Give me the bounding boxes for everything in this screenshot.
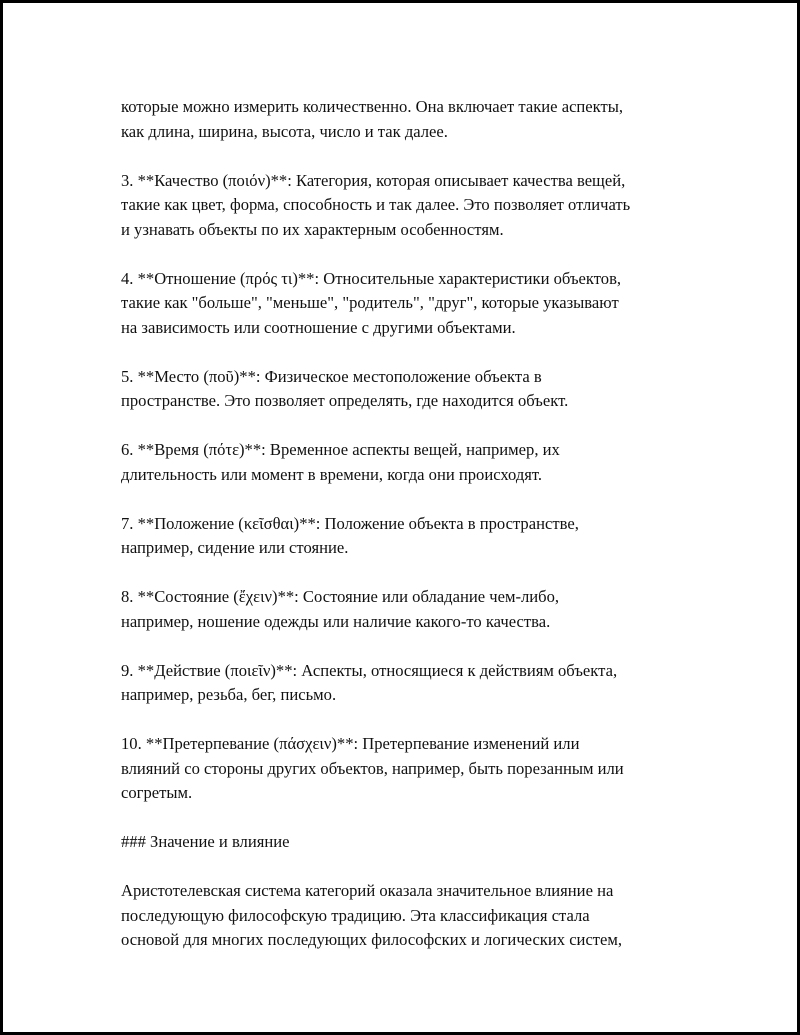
- text-line: например, ношение одежды или наличие какого-то качества.: [121, 611, 551, 631]
- text-line: на зависимость или соотношение с другими объектами.: [121, 317, 516, 337]
- text-line: например, сидение или стояние.: [121, 538, 349, 557]
- paragraph-significance: [121, 879, 696, 953]
- text-line: 10. **Претерпевание (πάσχειν)**: Претерпевание изменений или: [121, 734, 580, 753]
- section-heading-significance: [121, 830, 696, 855]
- paragraph-category-quality: [121, 169, 696, 243]
- paragraph-category-affection: [121, 732, 696, 806]
- text-line: пространстве. Это позволяет определять, где находится объект.: [121, 391, 569, 410]
- page-text-body: [121, 95, 696, 977]
- paragraph-category-relation: [121, 267, 696, 341]
- text-line: такие как "больше", "меньше", "родитель", "друг", которые указывают: [121, 293, 619, 312]
- text-line: Аристотелевская система категорий оказала значительное влияние на: [121, 881, 614, 900]
- text-line: 9. **Действие (ποιεῖν)**: Аспекты, относящиеся к действиям объекта,: [121, 660, 618, 680]
- text-line: как длина, ширина, высота, число и так далее.: [121, 121, 448, 141]
- text-line: 4. **Отношение (πρός τι)**: Относительные характеристики объектов,: [121, 268, 622, 288]
- text-line: и узнавать объекты по их характерным особенностям.: [121, 219, 504, 239]
- paragraph-category-time: [121, 438, 696, 487]
- text-line: 3. **Качество (ποιόν)**: Категория, которая описывает качества вещей,: [121, 170, 626, 190]
- paragraph-category-position: [121, 512, 696, 561]
- text-line: длительность или момент в времени, когда они происходят.: [121, 464, 543, 484]
- paragraph-category-place: [121, 365, 696, 414]
- paragraph-category-action: [121, 659, 696, 708]
- paragraph-quantity-continuation: [121, 95, 696, 144]
- text-line: которые можно измерить количественно. Она включает такие аспекты,: [121, 97, 624, 116]
- text-line: 7. **Положение (κεῖσθαι)**: Положение объекта в пространстве,: [121, 513, 579, 533]
- text-line: 5. **Место (ποῦ)**: Физическое местоположение объекта в: [121, 366, 542, 386]
- text-line: влияний со стороны других объектов, например, быть порезанным или: [121, 758, 624, 778]
- text-line: 8. **Состояние (ἔχειν)**: Состояние или обладание чем-либо,: [121, 587, 560, 606]
- text-line: 6. **Время (πότε)**: Временное аспекты вещей, например, их: [121, 440, 560, 459]
- text-line: последующую философскую традицию. Эта классификация стала: [121, 905, 590, 925]
- text-line: ### Значение и влияние: [121, 832, 290, 851]
- text-line: такие как цвет, форма, способность и так далее. Это позволяет отличать: [121, 195, 631, 214]
- text-line: основой для многих последующих философских и логических систем,: [121, 930, 623, 949]
- paragraph-category-state: [121, 585, 696, 634]
- text-line: например, резьба, бег, письмо.: [121, 685, 337, 704]
- text-line: согретым.: [121, 783, 193, 802]
